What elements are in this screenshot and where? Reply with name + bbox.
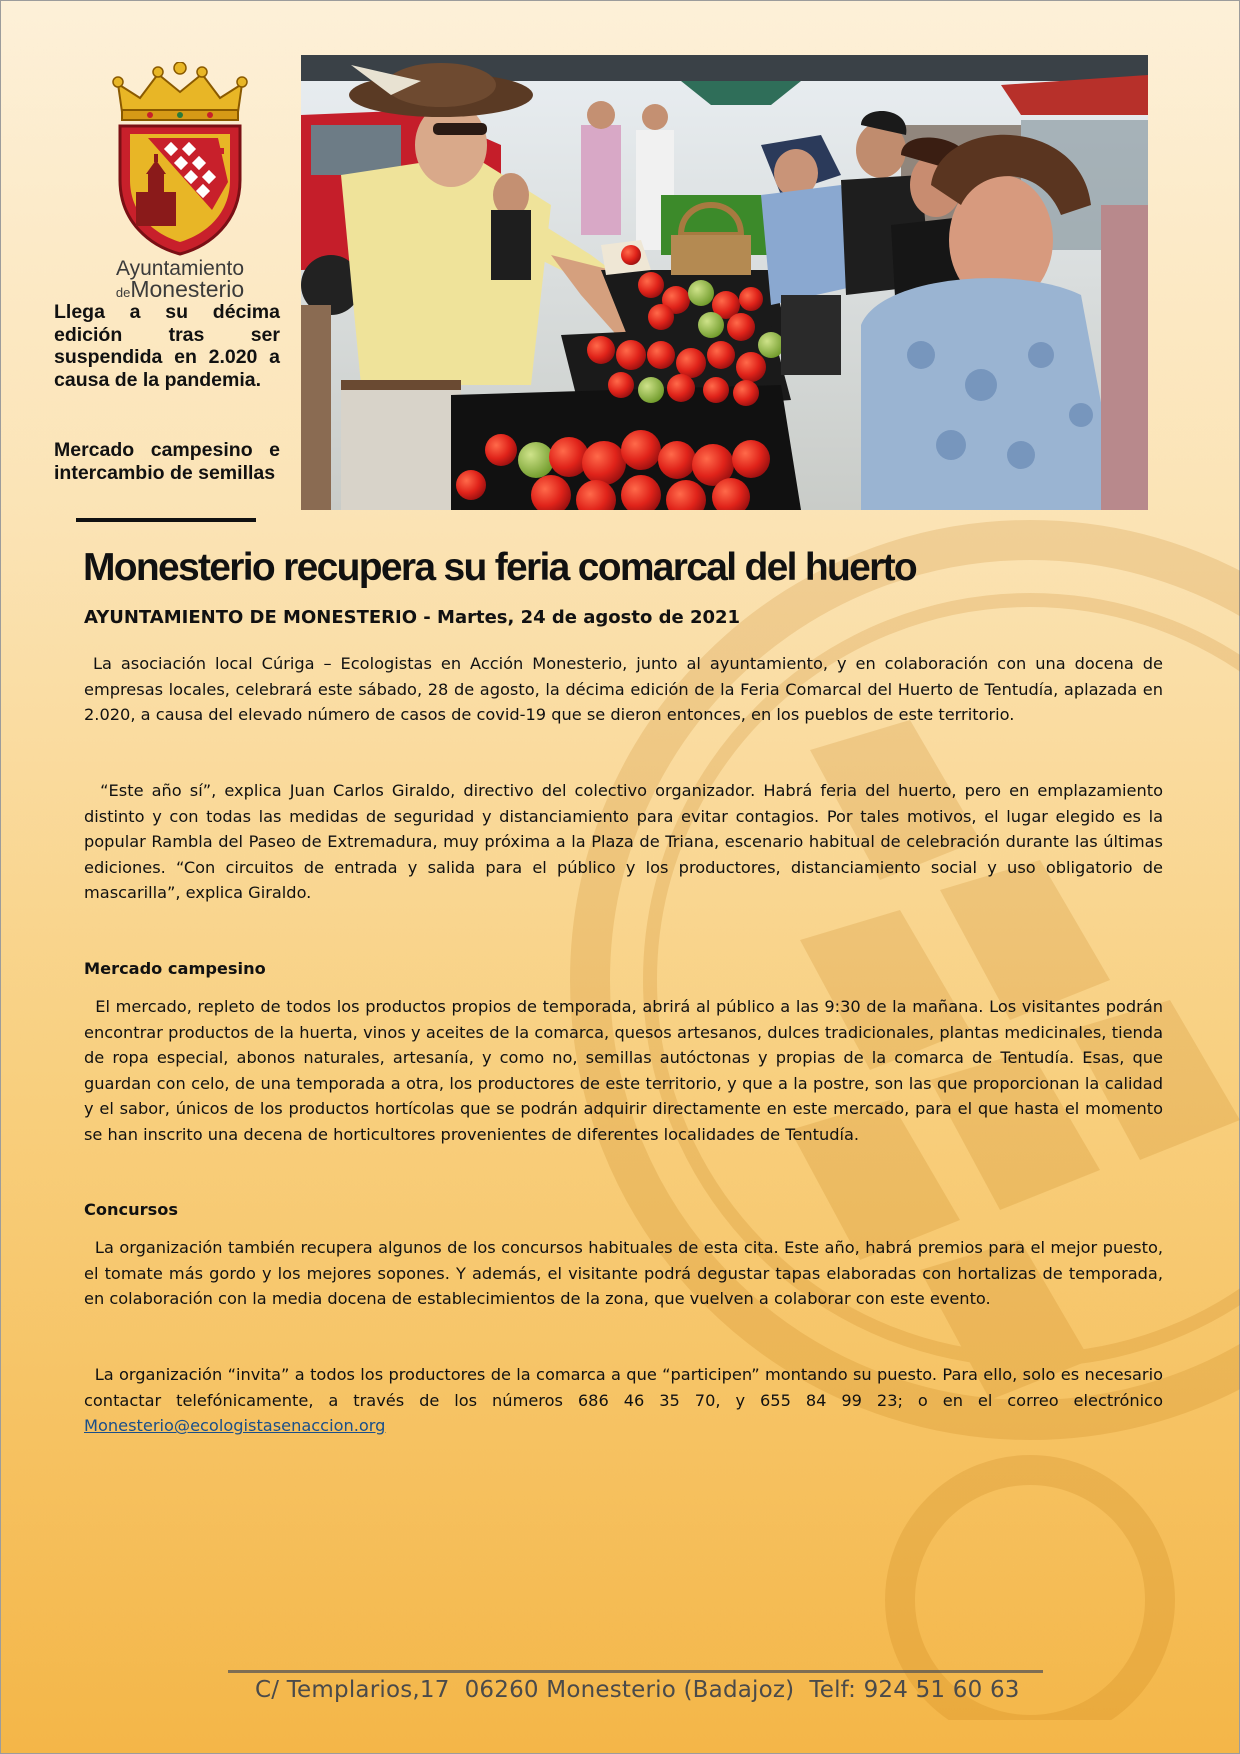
logo-text-name: Monesterio — [130, 276, 245, 302]
coat-of-arms-icon — [100, 62, 260, 257]
logo-text-prefix: de — [115, 285, 131, 300]
logo-text-line2 — [100, 278, 260, 301]
paragraph-invitation — [84, 1362, 1163, 1439]
paragraph-invitation-text: La organización “invita” a todos los productores de la comarca a que “participen” montando su puesto. Para ello, solo es necesario contactar telefónicamente, a través de los números 686 46 35 70, y 655 84 99 23; o en el correo electrónico — [84, 1365, 1163, 1410]
side-note-market: Mercado campesino e intercambio de semillas — [54, 439, 280, 484]
market-photo — [301, 55, 1148, 510]
paragraph-quote — [84, 778, 1163, 906]
email-link[interactable]: Monesterio@ecologistasenaccion.org — [84, 1416, 386, 1436]
heading-mercado: Mercado campesino — [84, 959, 266, 978]
crown-icon — [113, 62, 247, 120]
paragraph-intro — [84, 651, 1163, 728]
side-divider — [76, 518, 256, 522]
footer-divider — [228, 1670, 1043, 1673]
paragraph-concursos-text: La organización también recupera algunos de los concursos habituales de esta cita. Este año, habrá premios para el mejor puesto, el tomate más gordo y los mejores sopones. Y además, el visitante podrá degustar tapas elaboradas con hortalizas de temporada, en colaboración con la media docena de establecimientos de la zona, que vuelven a colaborar con este evento. — [84, 1238, 1163, 1309]
footer-address: C/ Templarios,17 06260 Monesterio (Badajoz) Telf: 924 51 60 63 — [255, 1677, 1020, 1703]
paragraph-concursos — [84, 1235, 1163, 1312]
market-photo-illustration — [301, 55, 1148, 510]
side-note-edition: Llega a su décima edición tras ser suspendida en 2.020 a causa de la pandemia. — [54, 301, 280, 391]
logo-text-line1: Ayuntamiento — [115, 257, 245, 280]
paragraph-quote-text: “Este año sí”, explica Juan Carlos Giraldo, directivo del colectivo organizador. Habrá feria del huerto, pero en emplazamiento distinto y con todas las medidas de seguridad y distanciamiento para evitar contagios. Por tales motivos, el lugar elegido es la popular Rambla del Paseo de Extremadura, muy próxima a la Plaza de Triana, escenario habitual de celebración durante las últimas ediciones. “Con circuitos de entrada y salida para el público y los productores, distanciamiento social y uso obligatorio de mascarilla”, explica Giraldo. — [84, 781, 1163, 903]
article-byline: AYUNTAMIENTO DE MONESTERIO - Martes, 24 de agosto de 2021 — [84, 607, 741, 628]
paragraph-mercado — [84, 994, 1163, 1148]
heading-concursos: Concursos — [84, 1200, 179, 1219]
paragraph-mercado-text: El mercado, repleto de todos los productos propios de temporada, abrirá al público a las 9:30 de la mañana. Los visitantes podrán encontrar productos de la huerta, vinos y aceites de la comarca, quesos artesanos, dulces tradicionales, plantas medicinales, tienda de ropa especial, abonos naturales, artesanía, y como no, semillas autóctonas y propias de la comarca de Tentudía. Esas, que guardan con celo, de una temporada a otra, los productores de este territorio, y que a la postre, son las que proporcionan la calidad y el sabor, únicos de los productos hortícolas que se podrán adquirir directamente en este mercado, para el que hasta el momento se han inscrito una decena de horticultores provenientes de diferentes localidades de Tentudía. — [84, 997, 1164, 1144]
paragraph-intro-text: La asociación local Cúriga – Ecologistas en Acción Monesterio, junto al ayuntamiento, y en colaboración con una docena de empresas locales, celebrará este sábado, 28 de agosto, la décima edición de la Feria Comarcal del Huerto de Tentudía, aplazada en 2.020, a causa del elevado número de casos de covid-19 que se dieron entonces, en los pueblos de este territorio. — [84, 654, 1163, 725]
article-headline: Monesterio recupera su feria comarcal del huerto — [83, 546, 917, 589]
municipal-logo — [100, 62, 260, 300]
